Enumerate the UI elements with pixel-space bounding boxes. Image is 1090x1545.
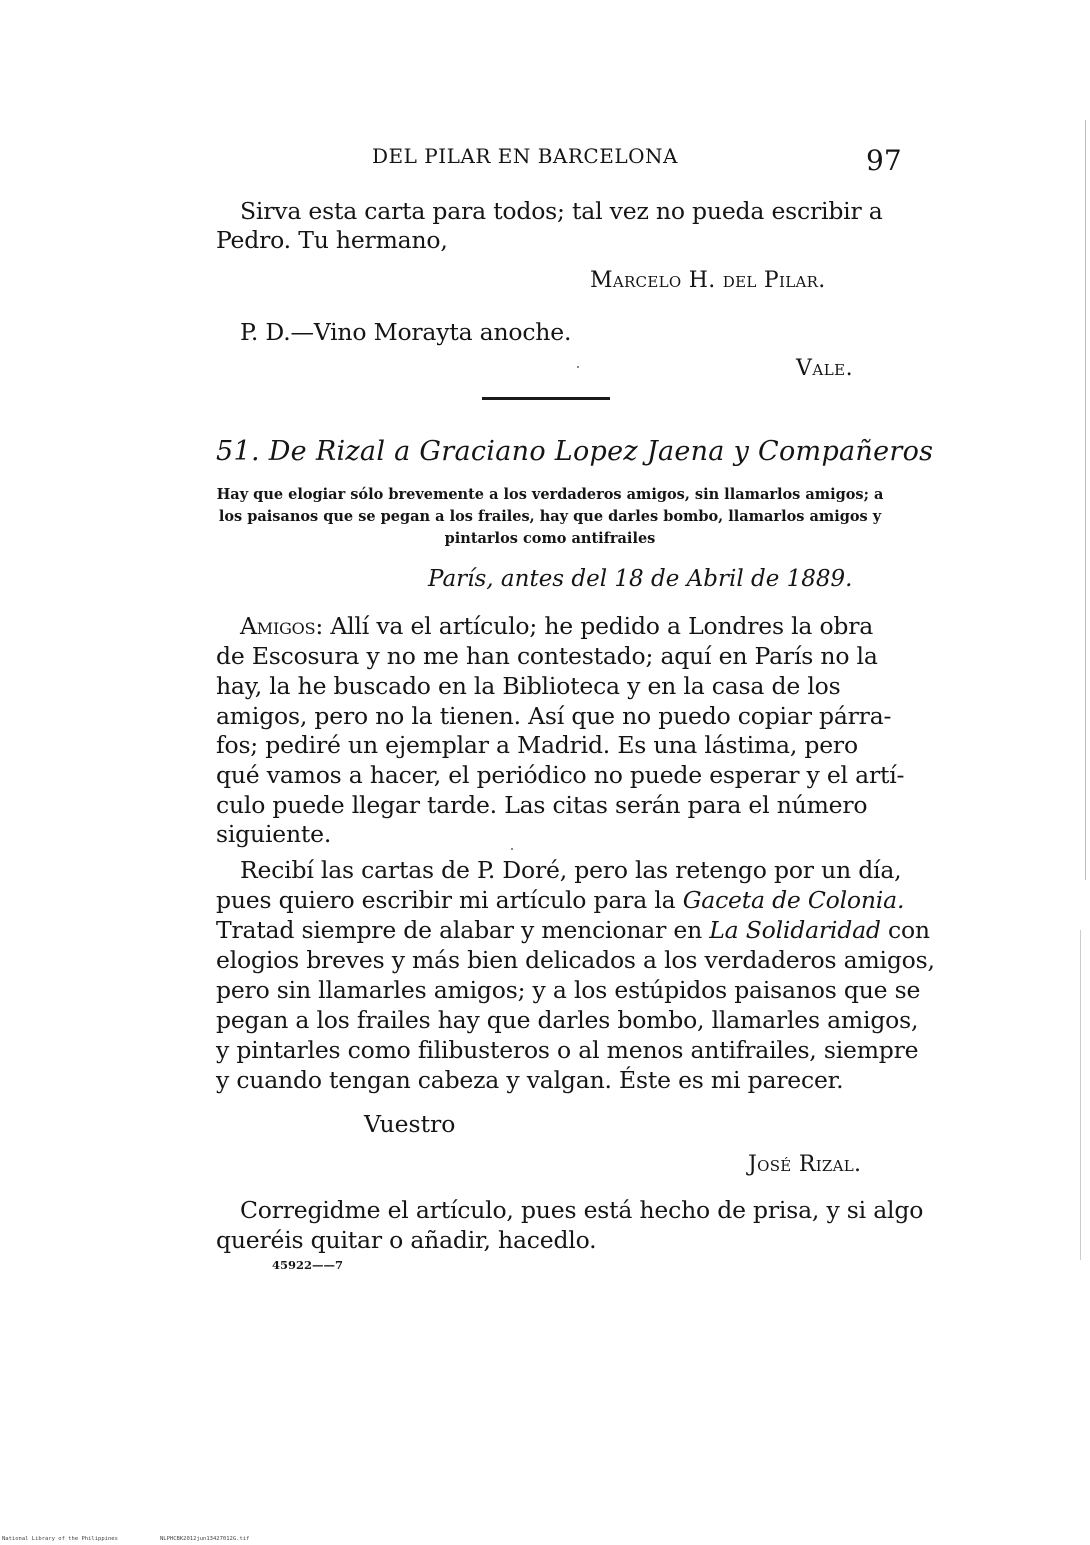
signature-rizal: José Rizal. <box>748 1152 862 1177</box>
scan-speck <box>511 848 513 850</box>
text-fragment: pues quiero escribir mi artículo para la <box>216 886 683 914</box>
text-line <box>216 916 930 944</box>
page-number: 97 <box>866 144 902 177</box>
section-divider <box>482 397 610 400</box>
text-line: y cuando tengan cabeza y valgan. Éste es mi parecer. <box>216 1066 844 1094</box>
text-line: Recibí las cartas de P. Doré, pero las retengo por un día, <box>240 856 902 884</box>
text-line: pero sin llamarles amigos; y a los estúpidos paisanos que se <box>216 976 921 1004</box>
periodical-title-solidaridad: La Solidaridad <box>709 916 881 944</box>
periodical-title-gaceta: Gaceta de Colonia. <box>682 886 905 914</box>
salutation: Amigos: <box>240 612 324 640</box>
scan-speck <box>577 366 579 368</box>
text-line: de Escosura y no me han contestado; aquí en París no la <box>216 642 878 670</box>
postscript-line: queréis quitar o añadir, hacedlo. <box>216 1226 597 1254</box>
text-line: y pintarles como filibusteros o al menos antifrailes, siempre <box>216 1036 919 1064</box>
text-line: Sirva esta carta para todos; tal vez no pueda escribir a <box>240 197 883 225</box>
letter-title: 51. De Rizal a Graciano Lopez Jaena y Compañeros <box>216 436 934 467</box>
text-line: amigos, pero no la tienen. Así que no puedo copiar párra- <box>216 702 892 730</box>
text-line <box>240 612 873 640</box>
running-header: DEL PILAR EN BARCELONA <box>372 144 678 168</box>
text-fragment: Tratad siempre de alabar y mencionar en <box>216 916 710 944</box>
scan-edge-line <box>1080 930 1081 1260</box>
scan-edge-line <box>1085 120 1086 880</box>
signature-del-pilar: Marcelo H. del Pilar. <box>590 268 826 293</box>
letter-summary: Hay que elogiar sólo brevemente a los verdaderos amigos, sin llamarlos amigos; a los paisanos que se pegan a los frailes, hay que darles bombo, llamarlos amigos y pintarlos como antifrailes <box>216 486 884 547</box>
text-line: fos; pediré un ejemplar a Madrid. Es una lástima, pero <box>216 731 858 759</box>
text-line <box>216 886 904 914</box>
text-fragment: con <box>880 916 930 944</box>
text-line: elogios breves y más bien delicados a los verdaderos amigos, <box>216 946 935 974</box>
postscript-line: P. D.—Vino Morayta anoche. <box>240 318 572 346</box>
text-line: Pedro. Tu hermano, <box>216 226 448 254</box>
text-line: qué vamos a hacer, el periódico no puede esperar y el artí- <box>216 761 905 789</box>
printer-signature-mark: 45922——7 <box>272 1258 344 1272</box>
dateline: París, antes del 18 de Abril de 1889. <box>428 566 853 592</box>
text-line: culo puede llegar tarde. Las citas serán para el número <box>216 791 868 819</box>
text-line: siguiente. <box>216 820 332 848</box>
text-line: pegan a los frailes hay que darles bombo, llamarles amigos, <box>216 1006 919 1034</box>
text-fragment: Allí va el artículo; he pedido a Londres la obra <box>323 612 874 640</box>
postscript-line: Corregidme el artículo, pues está hecho de prisa, y si algo <box>240 1196 924 1224</box>
closing-vuestro: Vuestro <box>364 1110 456 1138</box>
scan-filename: NLPHCBK2012jun13427012G.tif <box>160 1536 250 1542</box>
closing-vale: Vale. <box>796 356 854 381</box>
scan-credit: National Library of the Philippines <box>2 1536 118 1542</box>
text-line: hay, la he buscado en la Biblioteca y en la casa de los <box>216 672 841 700</box>
